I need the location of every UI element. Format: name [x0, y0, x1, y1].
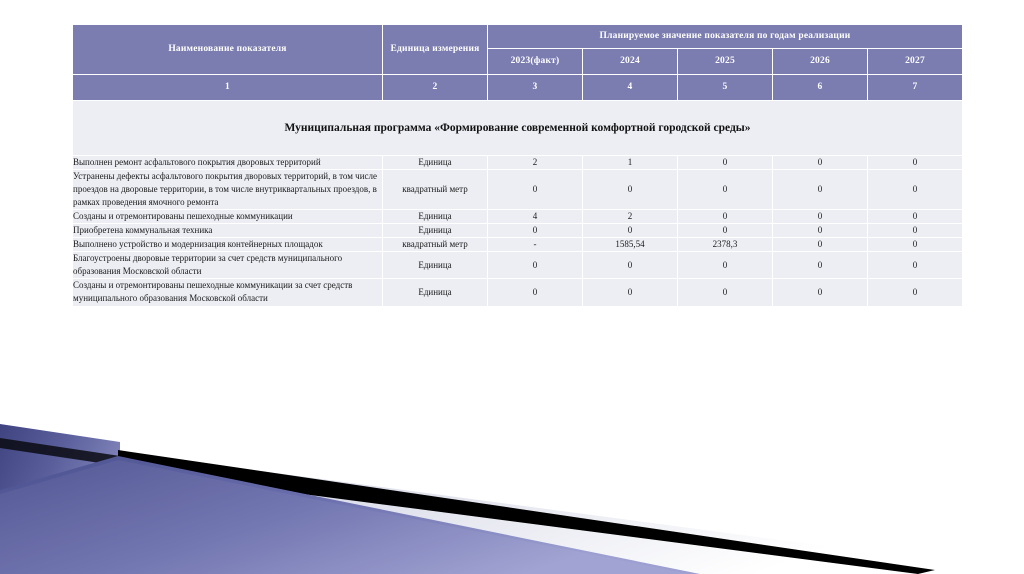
header-row-titles: [73, 25, 963, 49]
value-cell: 2: [488, 156, 583, 170]
indicator-name-cell: Устранены дефекты асфальтового покрытия дворовых территорий, в том числе проездов на дворовые территории, в том числе внутриквартальных проездов, в рамках проведения ямочного ремонта: [73, 170, 383, 210]
column-number-4: 4: [583, 75, 678, 101]
value-cell: 0: [583, 170, 678, 210]
table-row: [73, 156, 963, 170]
header-indicator-name: Наименование показателя: [73, 25, 383, 75]
table-row: [73, 170, 963, 210]
column-number-2: 2: [383, 75, 488, 101]
value-cell: 2378,3: [678, 238, 773, 252]
header-year-2024: 2024: [583, 49, 678, 75]
table-row: [73, 210, 963, 224]
header-unit: Единица измерения: [383, 25, 488, 75]
column-number-6: 6: [773, 75, 868, 101]
value-cell: 0: [773, 210, 868, 224]
indicator-name-cell: Выполнено устройство и модернизация контейнерных площадок: [73, 238, 383, 252]
value-cell: 0: [678, 252, 773, 279]
value-cell: 0: [488, 224, 583, 238]
unit-cell: Единица: [383, 279, 488, 306]
unit-cell: квадратный метр: [383, 238, 488, 252]
value-cell: 0: [868, 156, 963, 170]
header-year-2027: 2027: [868, 49, 963, 75]
value-cell: 0: [868, 224, 963, 238]
indicator-name-cell: Созданы и отремонтированы пешеходные коммуникации: [73, 210, 383, 224]
table-row: [73, 224, 963, 238]
value-cell: 0: [868, 252, 963, 279]
table-row: [73, 279, 963, 306]
value-cell: 0: [678, 210, 773, 224]
value-cell: 1: [583, 156, 678, 170]
decoration-svg: [0, 394, 1024, 574]
value-cell: 0: [868, 210, 963, 224]
indicators-table: [72, 24, 963, 307]
value-cell: 0: [773, 170, 868, 210]
unit-cell: Единица: [383, 252, 488, 279]
value-cell: 0: [583, 224, 678, 238]
program-title-row: [73, 101, 963, 156]
value-cell: 0: [583, 252, 678, 279]
value-cell: 4: [488, 210, 583, 224]
table-body: [73, 101, 963, 307]
table-row: [73, 238, 963, 252]
unit-cell: квадратный метр: [383, 170, 488, 210]
decorative-diagonal-bands: [0, 394, 1024, 574]
header-year-2025: 2025: [678, 49, 773, 75]
header-year-2023: 2023(факт): [488, 49, 583, 75]
value-cell: 0: [773, 252, 868, 279]
header-planned-group: Планируемое значение показателя по годам реализации: [488, 25, 963, 49]
value-cell: 0: [488, 279, 583, 306]
indicator-name-cell: Благоустроены дворовые территории за счет средств муниципального образования Московской области: [73, 252, 383, 279]
column-number-5: 5: [678, 75, 773, 101]
indicator-name-cell: Выполнен ремонт асфальтового покрытия дворовых территорий: [73, 156, 383, 170]
program-title: Муниципальная программа «Формирование современной комфортной городской среды»: [73, 101, 963, 156]
value-cell: 0: [678, 156, 773, 170]
value-cell: 1585,54: [583, 238, 678, 252]
value-cell: 0: [773, 238, 868, 252]
value-cell: 0: [583, 279, 678, 306]
value-cell: 0: [678, 279, 773, 306]
value-cell: 0: [868, 279, 963, 306]
value-cell: 0: [773, 224, 868, 238]
unit-cell: Единица: [383, 156, 488, 170]
value-cell: 0: [868, 170, 963, 210]
value-cell: 2: [583, 210, 678, 224]
unit-cell: Единица: [383, 224, 488, 238]
header-row-numbering: [73, 75, 963, 101]
table-row: [73, 252, 963, 279]
value-cell: 0: [678, 170, 773, 210]
indicator-name-cell: Созданы и отремонтированы пешеходные коммуникации за счет средств муниципального образования Московской области: [73, 279, 383, 306]
value-cell: -: [488, 238, 583, 252]
indicator-name-cell: Приобретена коммунальная техника: [73, 224, 383, 238]
value-cell: 0: [488, 252, 583, 279]
value-cell: 0: [773, 279, 868, 306]
column-number-1: 1: [73, 75, 383, 101]
value-cell: 0: [773, 156, 868, 170]
value-cell: 0: [678, 224, 773, 238]
unit-cell: Единица: [383, 210, 488, 224]
column-number-7: 7: [868, 75, 963, 101]
value-cell: 0: [868, 238, 963, 252]
column-number-3: 3: [488, 75, 583, 101]
table-header: [73, 25, 963, 101]
value-cell: 0: [488, 170, 583, 210]
header-year-2026: 2026: [773, 49, 868, 75]
